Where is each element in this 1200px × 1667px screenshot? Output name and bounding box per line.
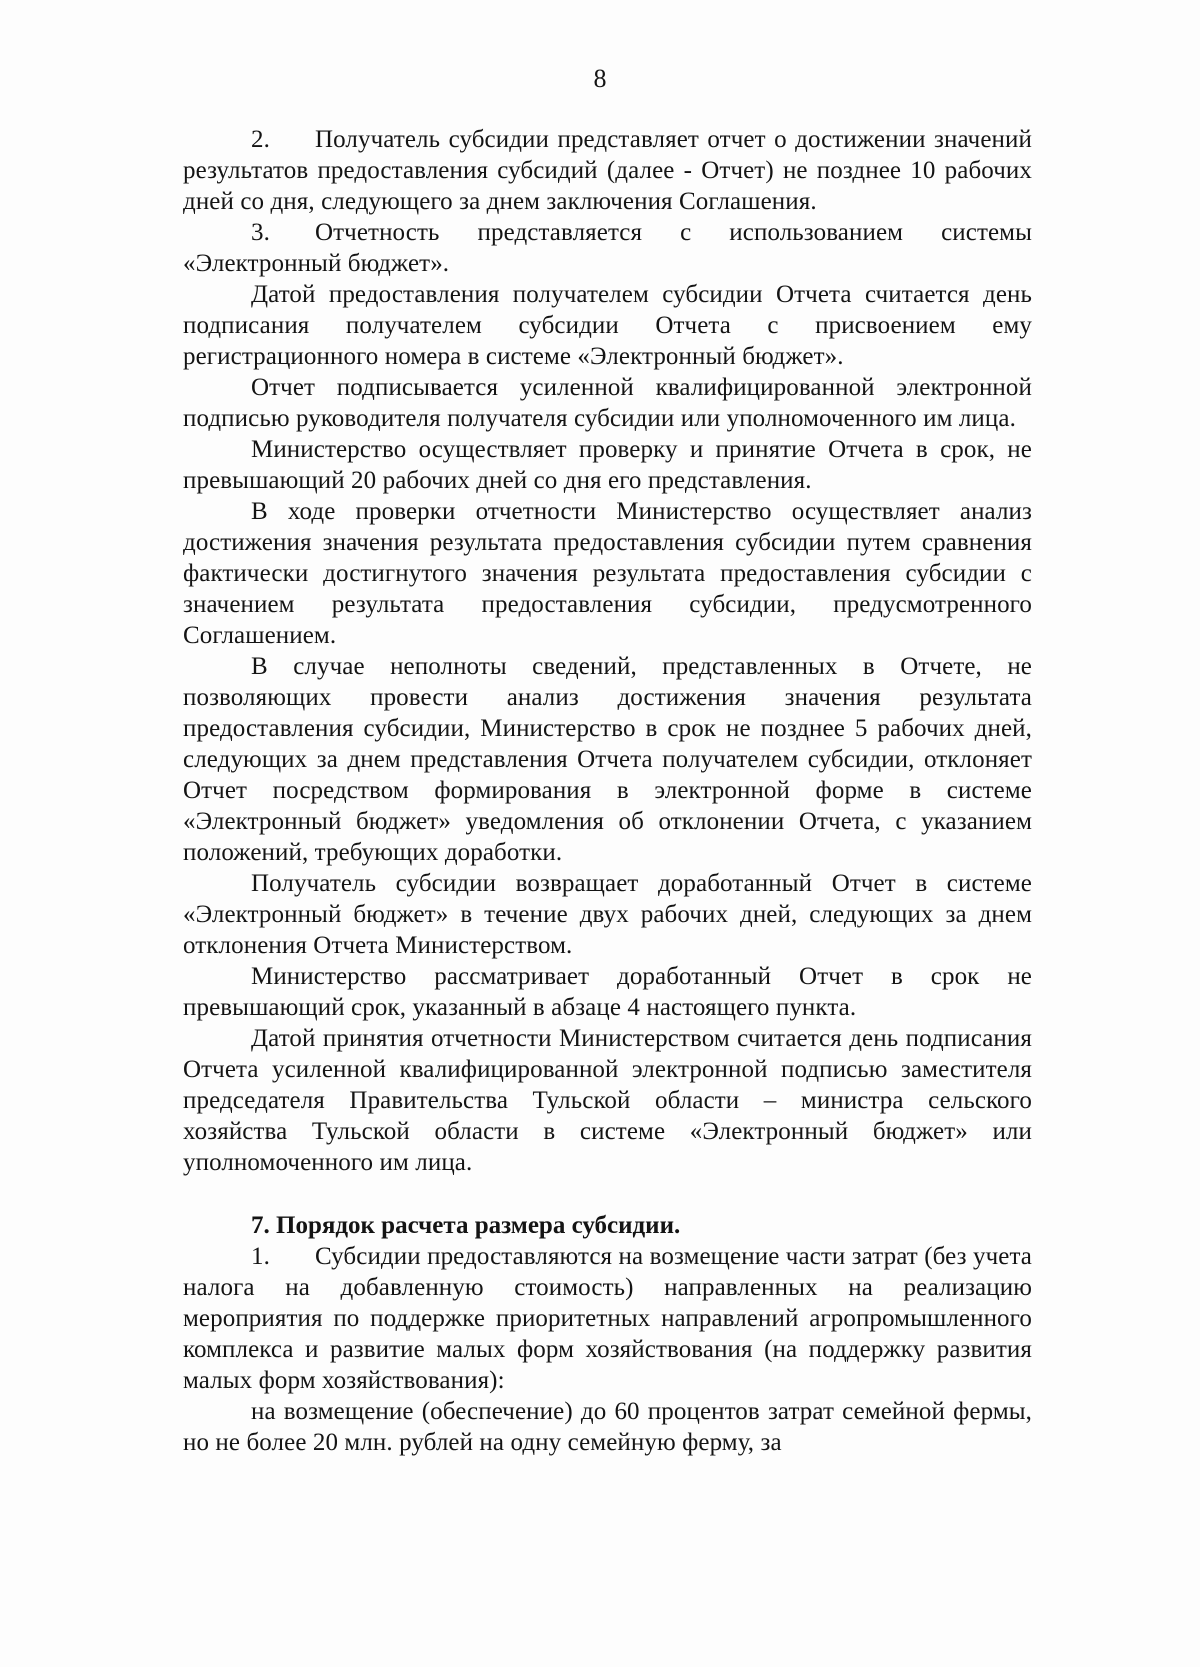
paragraph-text: В случае неполноты сведений, представленных в Отчете, не позволяющих провести анализ достижения значения результата предоставления субсидии, Министерство в срок не позднее 5 рабочих дней, следующих за днем представления Отчета получателем субсидии, отклоняет Отчет посредством формирования в электронной форме в системе «Электронный бюджет» уведомления об отклонении Отчета, с указанием положений, требующих доработки.	[183, 653, 1032, 866]
paragraph	[183, 651, 1032, 868]
paragraph	[183, 1023, 1032, 1178]
paragraph-text: Отчетность представляется с использованием системы «Электронный бюджет».	[183, 219, 1032, 277]
paragraph	[183, 1241, 1032, 1396]
paragraph-text: Субсидии предоставляются на возмещение части затрат (без учета налога на добавленную стоимость) направленных на реализацию мероприятия по поддержке приоритетных направлений агропромышленного комплекса и развитие малых форм хозяйствования (на поддержку развития малых форм хозяйствования):	[183, 1243, 1032, 1394]
section-heading: 7. Порядок расчета размера субсидии.	[251, 1212, 681, 1239]
paragraph-text: В ходе проверки отчетности Министерство осуществляет анализ достижения значения результата предоставления субсидии путем сравнения фактически достигнутого значения результата предоставления субсидии с значением результата предоставления субсидии, предусмотренного Соглашением.	[183, 498, 1032, 649]
item-number: 2.	[251, 126, 270, 153]
paragraph	[183, 124, 1032, 217]
paragraph	[183, 434, 1032, 496]
item-number: 3.	[251, 219, 270, 246]
paragraphs-before-section	[183, 124, 1032, 1178]
paragraph	[183, 496, 1032, 651]
paragraph	[183, 372, 1032, 434]
document-body	[183, 124, 1032, 1458]
paragraph	[183, 279, 1032, 372]
paragraph-text: Получатель субсидии представляет отчет о достижении значений результатов предоставления субсидий (далее - Отчет) не позднее 10 рабочих дней со дня, следующего за днем заключения Соглашения.	[183, 126, 1032, 215]
paragraph-text: Министерство рассматривает доработанный Отчет в срок не превышающий срок, указанный в абзаце 4 настоящего пункта.	[183, 963, 1032, 1021]
paragraph-text: Датой принятия отчетности Министерством считается день подписания Отчета усиленной квалифицированной электронной подписью заместителя председателя Правительства Тульской области – министра сельского хозяйства Тульской области в системе «Электронный бюджет» или уполномоченного им лица.	[183, 1025, 1032, 1176]
paragraph	[183, 961, 1032, 1023]
paragraph	[183, 217, 1032, 279]
item-number: 1.	[251, 1243, 270, 1270]
paragraph-text: Получатель субсидии возвращает доработанный Отчет в системе «Электронный бюджет» в течение двух рабочих дней, следующих за днем отклонения Отчета Министерством.	[183, 870, 1032, 959]
paragraph-text: Датой предоставления получателем субсидии Отчета считается день подписания получателем субсидии Отчета с присвоением ему регистрационного номера в системе «Электронный бюджет».	[183, 281, 1032, 370]
page-number: 8	[593, 64, 607, 93]
paragraph	[183, 868, 1032, 961]
paragraphs-after-section	[183, 1241, 1032, 1458]
paragraph-text: на возмещение (обеспечение) до 60 процентов затрат семейной фермы, но не более 20 млн. рублей на одну семейную ферму, за	[183, 1398, 1032, 1456]
paragraph-text: Министерство осуществляет проверку и принятие Отчета в срок, не превышающий 20 рабочих дней со дня его представления.	[183, 436, 1032, 494]
paragraph-text: Отчет подписывается усиленной квалифицированной электронной подписью руководителя получателя субсидии или уполномоченного им лица.	[183, 374, 1032, 432]
paragraph	[183, 1396, 1032, 1458]
